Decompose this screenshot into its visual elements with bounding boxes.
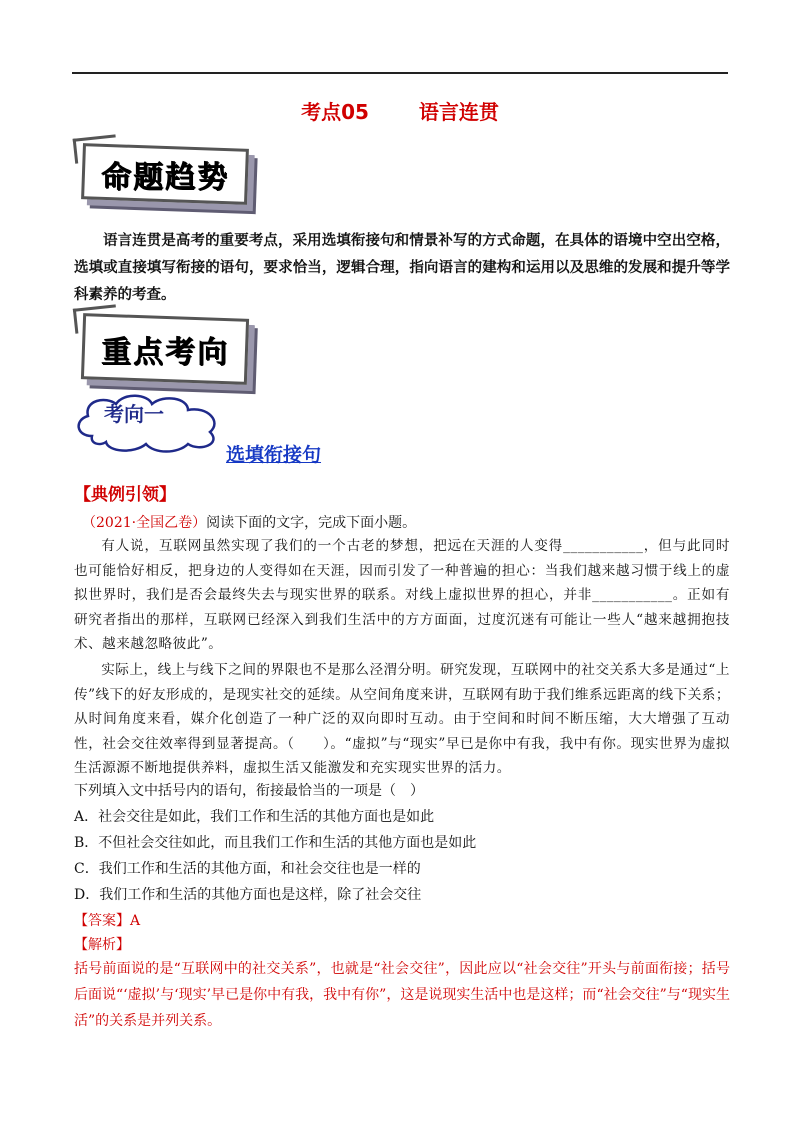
example-heading: 【典例引领】 [74, 485, 176, 505]
focus-banner-label: 重点考向 [101, 335, 229, 370]
answer-line: 【答案】A [74, 913, 141, 929]
page-title [0, 96, 800, 125]
direction-label: 考向一 [104, 402, 164, 426]
direction-title-link[interactable]: 选填衔接句 [226, 444, 322, 466]
analysis-heading: 【解析】 [74, 937, 130, 953]
option-c: C．我们工作和生活的其他方面，和社会交往也是一样的 [74, 861, 421, 877]
option-a: A．社会交往是如此，我们工作和生活的其他方面也是如此 [74, 809, 435, 825]
focus-banner [81, 313, 249, 385]
option-b: B．不但社会交往如此，而且我们工作和生活的其他方面也是如此 [74, 835, 477, 851]
passage-paragraph-1: 有人说，互联网虽然实现了我们的一个古老的梦想，把远在天涯的人变得___________，但与此同时也可能恰好相反，把身边的人变得如在天涯，因而引发了一种普遍的担心：当我们越来越习惯于线上的虚拟世界时，我们是否会最终失去与现实世界的联系。对线上虚拟世界的担心，并非___________。正如有研究者指出的那样，互联网已经深入到我们生活中的方方面面，过度沉迷有可能让一些人“越来越拥抱技术、越来越忽略彼此”。 [74, 538, 730, 652]
example-source-line [82, 512, 416, 532]
top-rule [72, 72, 728, 74]
passage-paragraph-2: 实际上，线上与线下之间的界限也不是那么泾渭分明。研究发现，互联网中的社交关系大多是通过“上传”线下的好友形成的，是现实社交的延续。从空间角度来讲，互联网有助于我们维系远距离的线下关系；从时间角度来看，媒介化创造了一种广泛的双向即时互动。由于空间和时间不断压缩，大大增强了互动性，社会交往效率得到显著提高。（ ）。“虚拟”与“现实”早已是你中有我，我中有你。现实世界为虚拟生活源源不断地提供养料，虚拟生活又能激发和充实现实世界的活力。 [74, 662, 730, 776]
question-stem: 下列填入文中括号内的语句，衔接最恰当的一项是（ ） [74, 783, 424, 799]
example-source: （2021·全国乙卷） [82, 515, 207, 531]
option-d: D．我们工作和生活的其他方面也是这样，除了社会交往 [74, 887, 422, 903]
example-instruction: 阅读下面的文字，完成下面小题。 [206, 515, 417, 531]
analysis-text: 括号前面说的是“互联网中的社交关系”，也就是“社会交往”，因此应以“社会交往”开头与前面衔接；括号后面说“‘虚拟’与‘现实’早已是你中有我，我中有你”，这是说现实生活中也是这样；而“社会交往”与“现实生活”的关系是并列关系。 [74, 961, 730, 1029]
intro-paragraph: 语言连贯是高考的重要考点，采用选填衔接句和情景补写的方式命题，在具体的语境中空出空格，选填或直接填写衔接的语句，要求恰当，逻辑合理，指向语言的建构和运用以及思维的发展和提升等学科素养的考查。 [74, 233, 730, 303]
page-title-number: 考点05 [301, 100, 369, 124]
page-title-topic: 语言连贯 [418, 100, 499, 124]
trend-banner [81, 143, 249, 205]
trend-banner-label: 命题趋势 [101, 160, 229, 195]
